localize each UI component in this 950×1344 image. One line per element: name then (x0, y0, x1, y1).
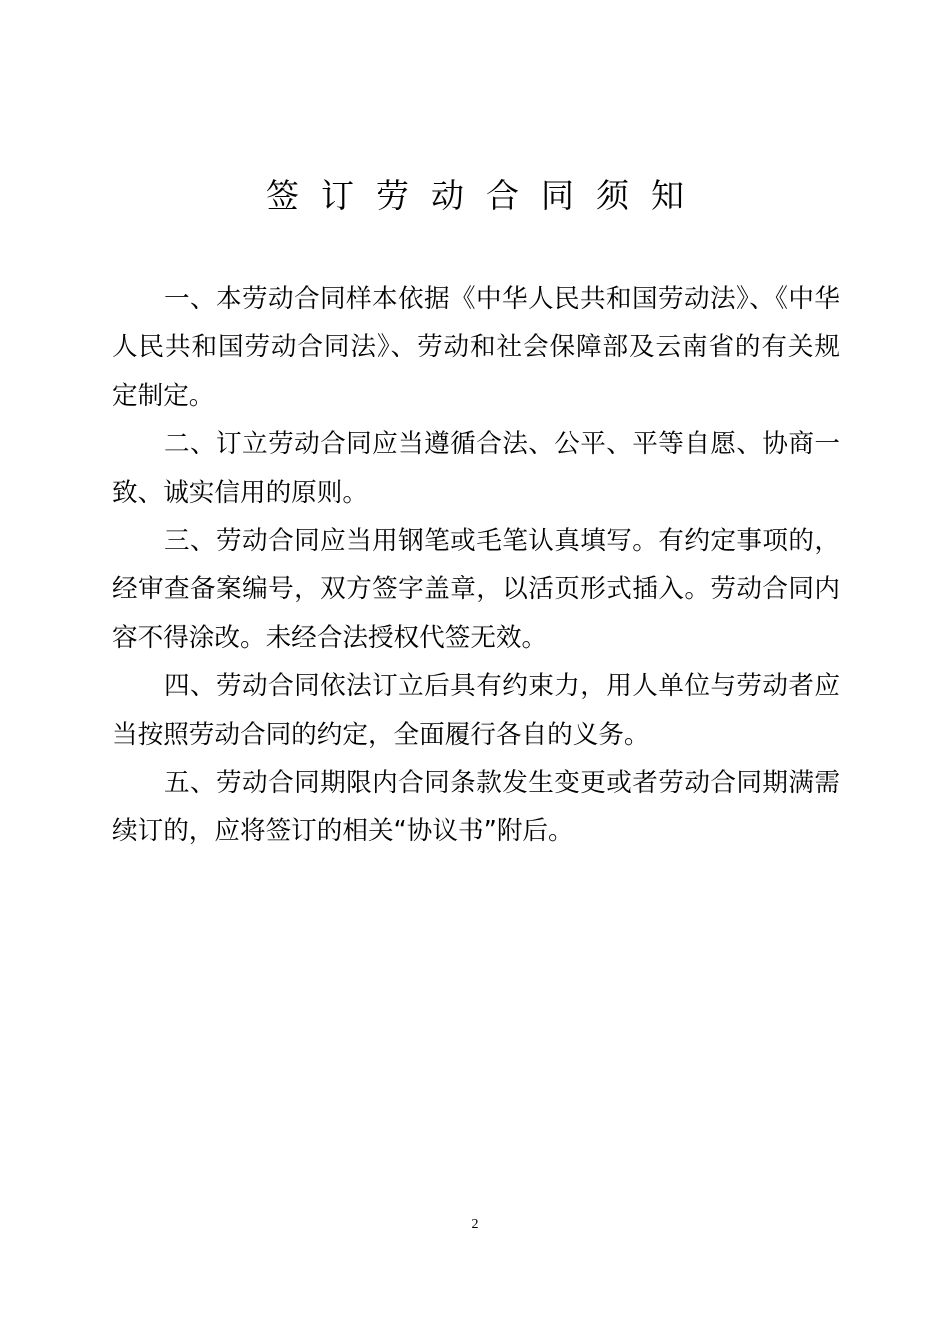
notice-body (112, 275, 840, 856)
notice-paragraph-3: 三、劳动合同应当用钢笔或毛笔认真填写。有约定事项的，经审查备案编号，双方签字盖章，以活页形式插入。劳动合同内容不得涂改。未经合法授权代签无效。 (112, 526, 840, 653)
notice-paragraph-5: 五、劳动合同期限内合同条款发生变更或者劳动合同期满需续订的，应将签订的相关“协议书”附后。 (112, 768, 840, 847)
page-number: 2 (471, 1217, 479, 1232)
notice-paragraph-1: 一、本劳动合同样本依据《中华人民共和国劳动法》、《中华人民共和国劳动合同法》、劳动和社会保障部及云南省的有关规定制定。 (112, 284, 840, 411)
notice-paragraph-2: 二、订立劳动合同应当遵循合法、公平、平等自愿、协商一致、诚实信用的原则。 (112, 429, 840, 508)
document-title: 签订劳动合同须知 (266, 176, 706, 215)
notice-paragraph-4: 四、劳动合同依法订立后具有约束力，用人单位与劳动者应当按照劳动合同的约定，全面履行各自的义务。 (112, 671, 840, 750)
